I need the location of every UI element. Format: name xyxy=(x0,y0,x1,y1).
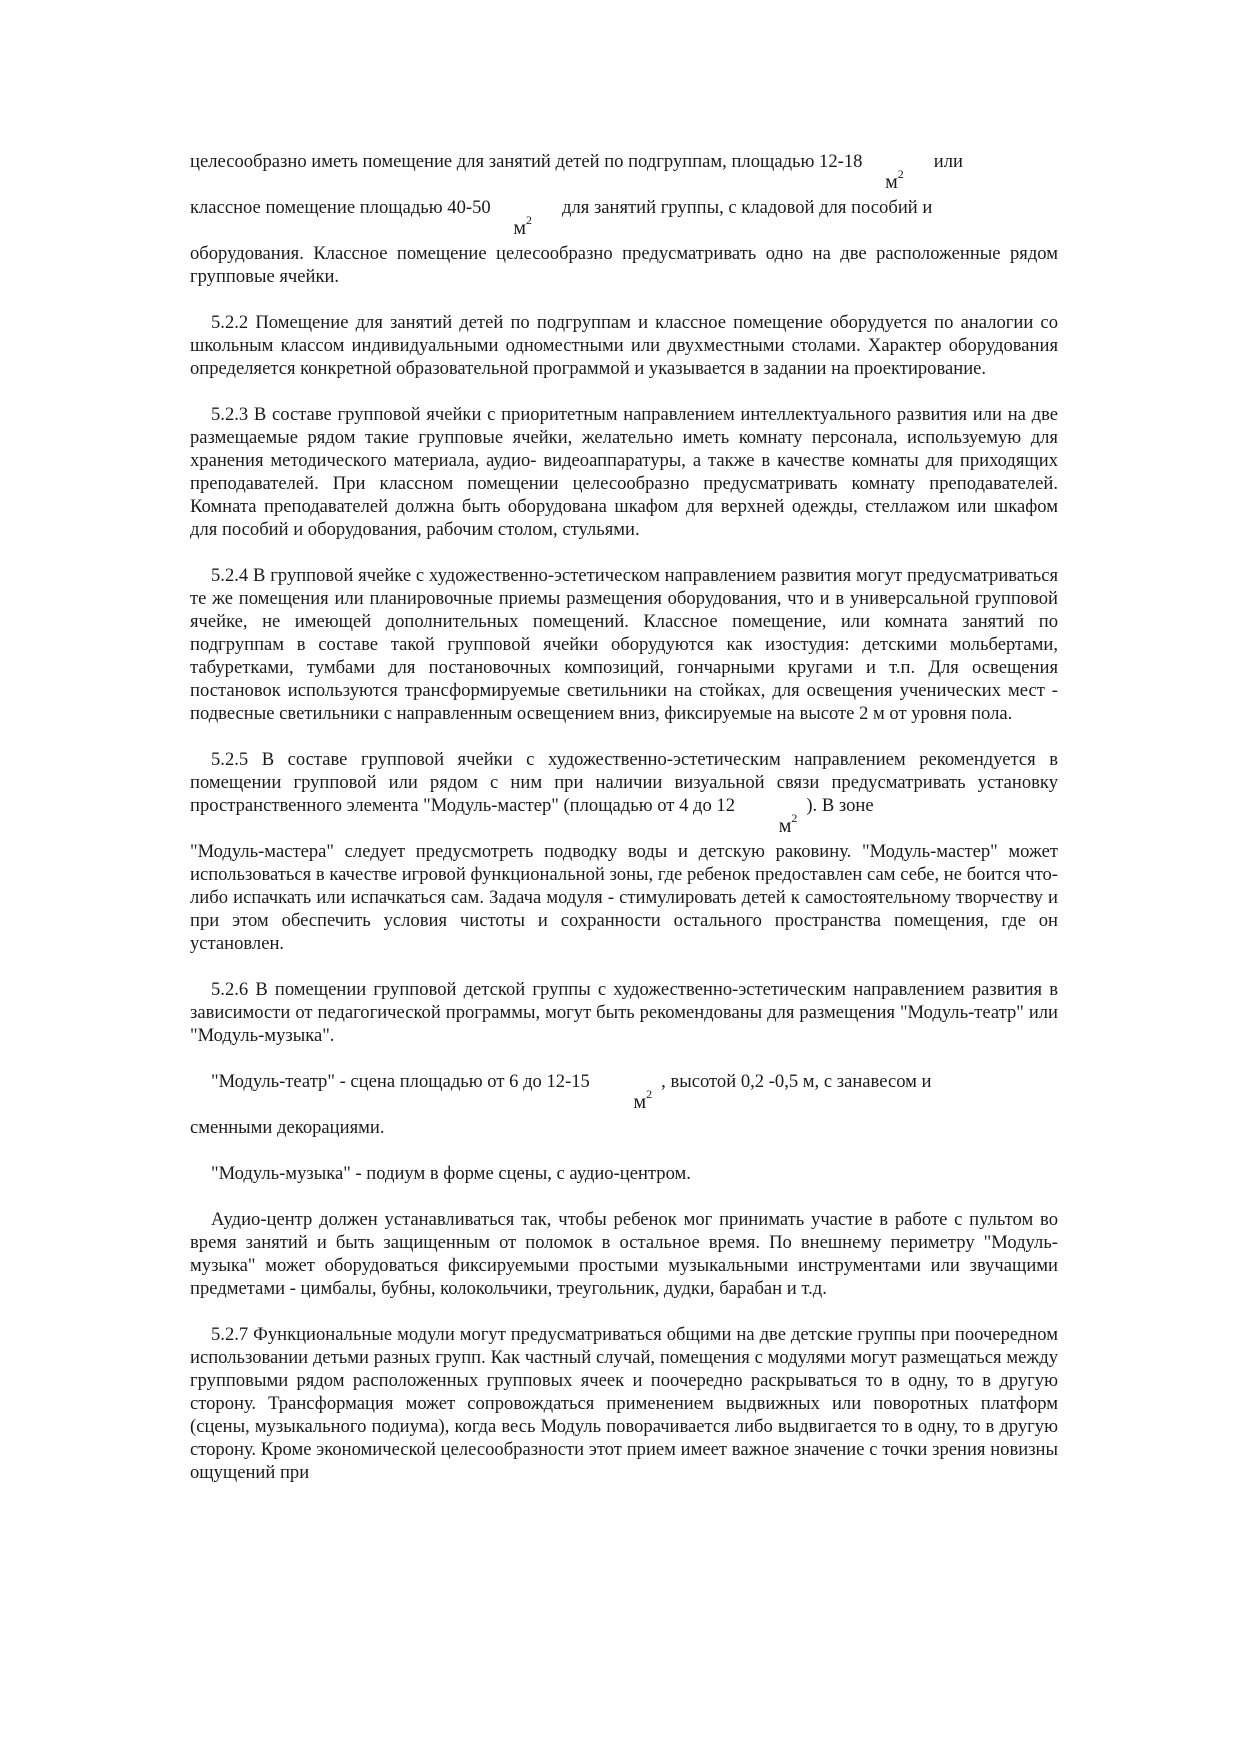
paragraph-5-2-6: 5.2.6 В помещении групповой детской группы с художественно-эстетическим направлением развития в зависимости от педагогической программы, могут быть рекомендованы для размещения "Модуль-театр" или "Модуль-музыка". xyxy=(190,979,1058,1046)
unit-letter: м xyxy=(513,217,526,239)
paragraph-text: классное помещение площадью 40-50 xyxy=(190,197,491,218)
unit-exponent: 2 xyxy=(897,167,904,181)
paragraph-5-2-5 xyxy=(190,748,1058,955)
paragraph-text: сменными декорациями. xyxy=(190,1117,385,1138)
paragraph-text: для занятий группы, с кладовой для пособий и xyxy=(562,197,933,218)
paragraph-5-2-2: 5.2.2 Помещение для занятий детей по подгруппам и классное помещение оборудуется по аналогии со школьным классом индивидуальными одноместными или двухместными столами. Характер оборудования определяется конкретной образовательной программой и указывается в задании на проектирование. xyxy=(190,312,1058,379)
square-meter-unit xyxy=(867,150,929,193)
unit-exponent: 2 xyxy=(791,811,798,825)
paragraph-5-2-4: 5.2.4 В групповой ячейке с художественно-эстетическом направлением развития могут предусматриваться те же помещения или планировочные приемы размещения оборудования, что и в универсальной групповой ячейке, не имеющей дополнительных помещений. Классное помещение, или комната занятий по подгруппам в составе такой групповой ячейки оборудуются как изостудия: детскими мольбертами, табуретками, тумбами для постановочных композиций, гончарными кругами и т.п. Для освещения постановок используются трансформируемые светильники на стойках, для освещения ученических мест - подвесные светильники с направленным освещением вниз, фиксируемые на высоте 2 м от уровня пола. xyxy=(190,565,1058,724)
unit-letter: м xyxy=(778,815,792,837)
paragraph-5-2-7: 5.2.7 Функциональные модули могут предусматриваться общими на две детские группы при поочередном использовании детьми разных групп. Как частный случай, помещения с модулями могут размещаться между групповыми рядом расположенных групповых ячеек и поочередно раскрываться то в одну, то в другую сторону. Трансформация может сопровождаться применением выдвижных или поворотных платформ (сцены, музыкального подиума), когда весь Модуль поворачивается либо выдвигается то в одну, то в другую сторону. Кроме экономической целесообразности этот прием имеет важное значение с точки зрения новизны ощущений при xyxy=(190,1324,1058,1483)
unit-exponent: 2 xyxy=(526,213,532,227)
paragraph-text: "Модуль-театр" - сцена площадью от 6 до 12-15 xyxy=(211,1071,590,1092)
square-meter-unit xyxy=(740,794,802,837)
paragraph-audio-centr: Аудио-центр должен устанавливаться так, чтобы ребенок мог принимать участие в работе с пультом во время занятий и быть защищенным от поломок в остальное время. По внешнему периметру "Модуль-музыка" может оборудоваться фиксируемыми простыми музыкальными инструментами или звучащими предметами - цимбалы, бубны, колокольчики, треугольник, дудки, барабан и т.д. xyxy=(190,1209,1058,1299)
paragraph-text: "Модуль-мастера" следует предусмотреть подводку воды и детскую раковину. "Модуль-мастер" может использоваться в качестве игровой функциональной зоны, где ребенок предоставлен сам себе, не боится что-либо испачкать или испачкаться сам. Задача модуля - стимулировать детей к самостоятельному творчеству и при этом обеспечить условия чистоты и сохранности остального пространства помещения, где он установлен. xyxy=(190,841,1058,954)
paragraph-intro xyxy=(190,150,1058,288)
unit-letter: м xyxy=(633,1091,647,1113)
square-meter-unit xyxy=(495,196,557,239)
paragraph-5-2-3: 5.2.3 В составе групповой ячейки с приоритетным направлением интеллектуального развития или на две размещаемые рядом такие групповые ячейки, желательно иметь комнату персонала, используемую для хранения методического материала, аудио- видеоаппаратуры, а также в качестве комнаты для приходящих преподавателей. При классном помещении целесообразно предусматривать комнату преподавателей. Комната преподавателей должна быть оборудована шкафом для верхней одежды, стеллажом или шкафом для пособий и оборудования, рабочим столом, стульями. xyxy=(190,404,1058,540)
unit-exponent: 2 xyxy=(646,1087,653,1101)
paragraph-modul-muzyka: "Модуль-музыка" - подиум в форме сцены, с аудио-центром. xyxy=(211,1163,691,1184)
paragraph-text: целесообразно иметь помещение для занятий детей по подгруппам, площадью 12-18 xyxy=(190,151,863,172)
paragraph-text: ). В зоне xyxy=(806,795,874,816)
document-body xyxy=(190,150,1058,1507)
paragraph-text: оборудования. Классное помещение целесообразно предусматривать одно на две расположенные рядом групповые ячейки. xyxy=(190,243,1058,287)
square-meter-unit xyxy=(595,1070,657,1113)
paragraph-modul-teatr xyxy=(190,1070,1058,1139)
paragraph-text: 5.2.5 В составе групповой ячейки с художественно-эстетическим направлением рекомендуется в помещении групповой или рядом с ним при наличии визуальной связи предусматривать установку пространственного элемента "Модуль-мастер" (площадью от 4 до 12 xyxy=(190,749,1058,816)
unit-letter: м xyxy=(885,171,898,193)
paragraph-text: , высотой 0,2 -0,5 м, с занавесом и xyxy=(661,1071,932,1092)
paragraph-text: или xyxy=(933,151,963,172)
